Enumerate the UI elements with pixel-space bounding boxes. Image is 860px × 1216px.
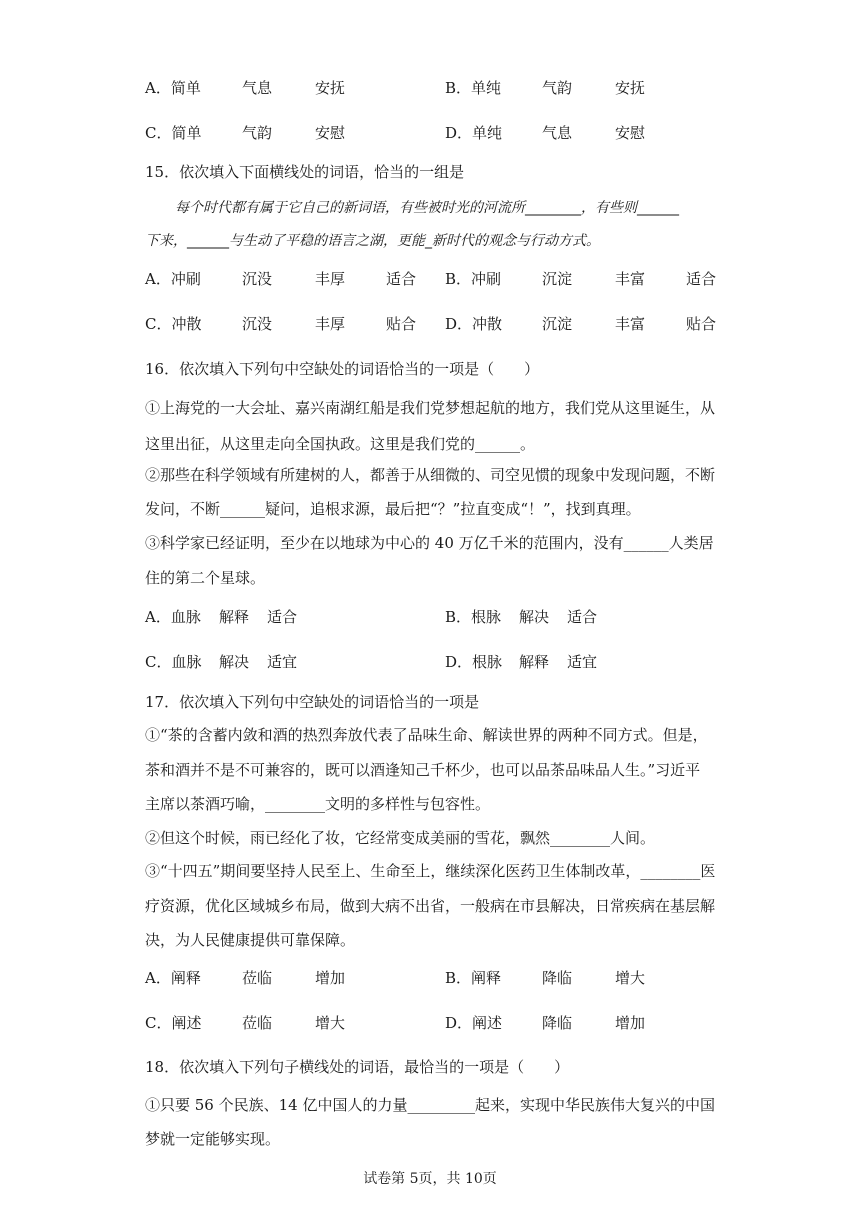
option-word: B．阐释 [445, 969, 502, 987]
option-word: C．简单 [145, 124, 202, 142]
q17-sentence-line: 决，为人民健康提供可靠保障。 [145, 931, 356, 949]
option-word: 丰厚 [315, 315, 346, 333]
option-word: B．冲刷 [445, 270, 502, 288]
option-word: 贴合 [686, 315, 717, 333]
q17-sentence-line: 疗资源，优化区域城乡布局，做到大病不出省，一般病在市县解决，日常疾病在基层解 [145, 897, 716, 915]
q17-sentence-line: ②但这个时候，雨已经化了妆，它经常变成美丽的雪花，飘然________人间。 [145, 829, 656, 847]
q17-stem: 17．依次填入下列句中空缺处的词语恰当的一项是 [145, 693, 480, 711]
option-word: 安慰 [315, 124, 346, 142]
q16-sentence-line: 发问，不断______疑问，追根求源，最后把“？”拉直变成“！”，找到真理。 [145, 500, 641, 518]
q15-passage-line: 下来，______与生动了平稳的语言之湖，更能_新时代的观念与行动方式。 [145, 233, 600, 249]
option-word: 适宜 [567, 653, 598, 671]
option-word: 增大 [615, 969, 646, 987]
option-word: D．根脉 [445, 653, 503, 671]
option-word: B．根脉 [445, 608, 502, 626]
q18-sentence-line: ①只要 56 个民族、14 亿中国人的力量_________起来，实现中华民族伟大复兴的中国 [145, 1096, 715, 1114]
option-word: D．冲散 [445, 315, 503, 333]
option-word: 丰厚 [315, 270, 346, 288]
option-word: 解释 [519, 653, 550, 671]
option-word: B．单纯 [445, 79, 502, 97]
option-word: 适合 [267, 608, 298, 626]
option-word: A．冲刷 [145, 270, 201, 288]
option-word: 气韵 [542, 79, 573, 97]
option-word: C．血脉 [145, 653, 202, 671]
page-footer: 试卷第 5页，共 10页 [363, 1171, 497, 1187]
q16-sentence-line: ③科学家已经证明，至少在以地球为中心的 40 万亿千米的范围内，没有______人类居 [145, 534, 714, 552]
option-word: 沉淀 [542, 270, 573, 288]
option-word: 适合 [686, 270, 717, 288]
option-word: D．阐述 [445, 1014, 503, 1032]
option-word: 莅临 [242, 1014, 273, 1032]
option-word: 解释 [219, 608, 250, 626]
option-word: 适合 [386, 270, 417, 288]
q17-sentence-line: ③“十四五”期间要坚持人民至上、生命至上，继续深化医药卫生体制改革，________医 [145, 862, 716, 880]
q15-passage-line: 每个时代都有属于它自己的新词语，有些被时光的河流所________，有些则______ [175, 200, 679, 216]
option-word: 气息 [242, 79, 273, 97]
option-word: 增大 [315, 1014, 346, 1032]
option-word: C．冲散 [145, 315, 202, 333]
q16-sentence-line: 住的第二个星球。 [145, 569, 266, 587]
q17-sentence-line: ①“茶的含蓄内敛和酒的热烈奔放代表了品味生命、解读世界的两种不同方式。但是， [145, 726, 708, 744]
q17-sentence-line: 茶和酒并不是不可兼容的，既可以酒逢知己千杯少，也可以品茶品味品人生。”习近平 [145, 761, 701, 779]
option-word: D．单纯 [445, 124, 503, 142]
option-word: A．阐释 [145, 969, 201, 987]
option-word: 贴合 [386, 315, 417, 333]
q18-stem: 18．依次填入下列句子横线处的词语，最恰当的一项是（ ） [145, 1058, 570, 1076]
option-word: 适宜 [267, 653, 298, 671]
q17-sentence-line: 主席以茶酒巧喻，________文明的多样性与包容性。 [145, 795, 491, 813]
option-word: 丰富 [615, 270, 646, 288]
option-word: 增加 [615, 1014, 646, 1032]
option-word: 降临 [542, 969, 573, 987]
q18-sentence-line: 梦就一定能够实现。 [145, 1130, 281, 1148]
option-word: A．血脉 [145, 608, 201, 626]
q16-sentence-line: ①上海党的一大会址、嘉兴南湖红船是我们党梦想起航的地方，我们党从这里诞生，从 [145, 399, 716, 417]
option-word: A．简单 [145, 79, 201, 97]
option-word: 沉淀 [542, 315, 573, 333]
q16-sentence-line: ②那些在科学领域有所建树的人，都善于从细微的、司空见惯的现象中发现问题，不断 [145, 466, 716, 484]
option-word: 气韵 [242, 124, 273, 142]
q16-sentence-line: 这里出征，从这里走向全国执政。这里是我们党的______。 [145, 435, 536, 453]
option-word: 沉没 [242, 270, 273, 288]
option-word: 安慰 [615, 124, 646, 142]
option-word: 气息 [542, 124, 573, 142]
option-word: C．阐述 [145, 1014, 202, 1032]
option-word: 解决 [219, 653, 250, 671]
q15-stem: 15．依次填入下面横线处的词语，恰当的一组是 [145, 163, 465, 181]
option-word: 适合 [567, 608, 598, 626]
option-word: 解决 [519, 608, 550, 626]
option-word: 沉没 [242, 315, 273, 333]
q16-stem: 16．依次填入下列句中空缺处的词语恰当的一项是（ ） [145, 360, 540, 378]
option-word: 安抚 [315, 79, 346, 97]
option-word: 增加 [315, 969, 346, 987]
option-word: 莅临 [242, 969, 273, 987]
option-word: 安抚 [615, 79, 646, 97]
option-word: 降临 [542, 1014, 573, 1032]
option-word: 丰富 [615, 315, 646, 333]
